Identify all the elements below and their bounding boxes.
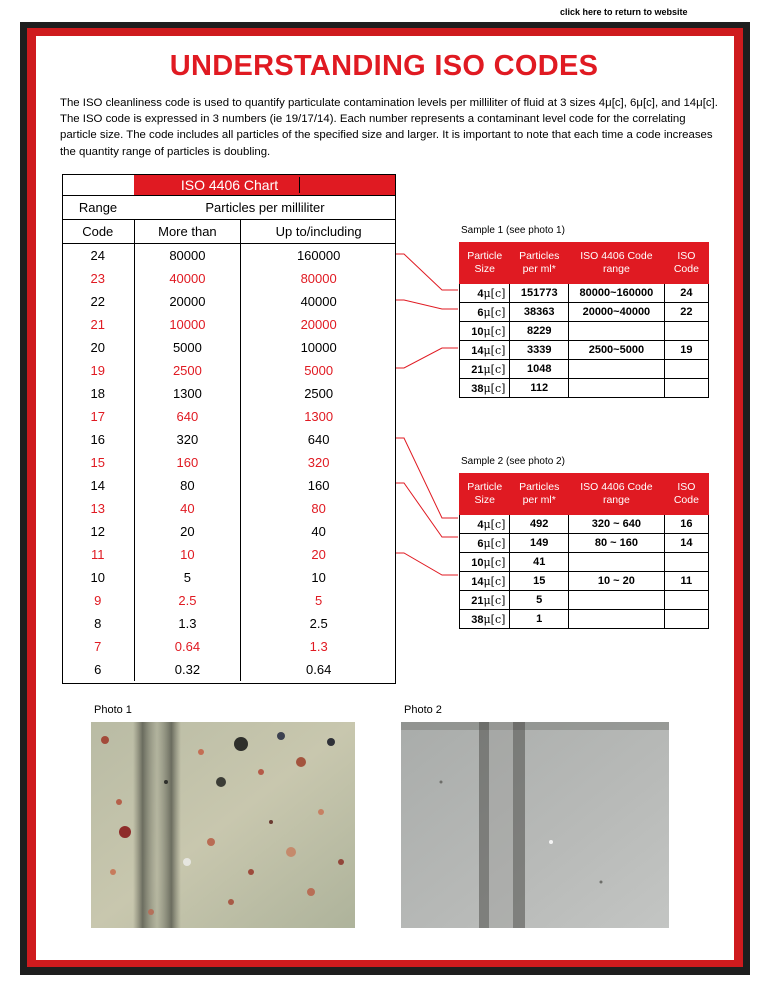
sample1-size-number: 14 xyxy=(471,344,484,357)
chart-cell-code: 6 xyxy=(94,662,102,677)
chart-cell-more: 80000 xyxy=(134,244,241,268)
sample2-size-number: 6 xyxy=(477,537,484,550)
chart-row xyxy=(62,290,396,313)
sample1-cell-count: 1048 xyxy=(510,360,569,379)
sample2-size-number: 4 xyxy=(477,518,484,531)
sample1-row xyxy=(460,360,709,379)
sample2-cell-count: 149 xyxy=(510,534,569,553)
sample1-row xyxy=(460,341,709,360)
sample1-cell-range: 2500~5000 xyxy=(569,341,665,360)
sample1-size-unit: μ[c] xyxy=(483,381,506,395)
sample2-row xyxy=(460,591,709,610)
sample2-cell-range: 320 ~ 640 xyxy=(569,515,665,534)
chart-cell-more: 0.32 xyxy=(134,658,241,681)
sample2-row xyxy=(460,515,709,534)
sample1-row xyxy=(460,322,709,341)
sample1-cell-size xyxy=(460,284,510,303)
sample1-size-number: 6 xyxy=(477,306,484,319)
chart-row xyxy=(62,267,396,290)
chart-cell-upto: 2.5 xyxy=(309,616,328,631)
chart-cell-upto: 0.64 xyxy=(306,662,332,677)
chart-row xyxy=(62,359,396,382)
sample1-cell-code xyxy=(664,379,708,398)
chart-cell-upto: 1300 xyxy=(304,409,334,424)
chart-cell-upto: 40000 xyxy=(300,294,337,309)
sample2-cell-count: 5 xyxy=(510,591,569,610)
sample1-cell-size xyxy=(460,322,510,341)
chart-header-particles: Particles per milliliter xyxy=(134,196,396,220)
chart-row xyxy=(62,244,396,268)
sample2-cell-range xyxy=(569,610,665,629)
sample2-cell-count: 492 xyxy=(510,515,569,534)
sample2-row xyxy=(460,553,709,572)
sample1-header-per-ml: Particles per ml* xyxy=(510,243,569,284)
chart-row xyxy=(62,635,396,658)
sample1-cell-count: 151773 xyxy=(510,284,569,303)
chart-cell-more: 1300 xyxy=(134,382,241,405)
sample2-cell-size xyxy=(460,553,510,572)
sample2-cell-code xyxy=(664,610,708,629)
chart-cell-code: 23 xyxy=(90,271,105,286)
sample2-body xyxy=(460,515,709,629)
sample1-cell-size xyxy=(460,379,510,398)
sample1-cell-count: 3339 xyxy=(510,341,569,360)
sample2-size-unit: μ[c] xyxy=(483,536,506,550)
sample2-size-number: 38 xyxy=(471,613,484,626)
chart-cell-more: 0.64 xyxy=(134,635,241,658)
chart-cell-code: 16 xyxy=(90,432,105,447)
photo1-label: Photo 1 xyxy=(94,704,132,716)
sample2-cell-range: 10 ~ 20 xyxy=(569,572,665,591)
chart-cell-more: 40000 xyxy=(134,267,241,290)
chart-cell-upto: 640 xyxy=(307,432,330,447)
photo2-label: Photo 2 xyxy=(404,704,442,716)
chart-header-code: Code xyxy=(62,220,134,244)
chart-cell-upto: 5000 xyxy=(304,363,334,378)
chart-row xyxy=(62,658,396,681)
chart-cell-more: 2.5 xyxy=(134,589,241,612)
sample2-cell-code: 11 xyxy=(664,572,708,591)
chart-cell-upto: 5 xyxy=(315,593,323,608)
chart-header-up-to: Up to/including xyxy=(241,220,396,244)
chart-cell-code: 7 xyxy=(94,639,102,654)
sample1-cell-range xyxy=(569,360,665,379)
sample1-cell-count: 112 xyxy=(510,379,569,398)
sample2-cell-code: 16 xyxy=(664,515,708,534)
sample1-header-size: Particle Size xyxy=(460,243,510,284)
sample2-size-unit: μ[c] xyxy=(483,517,506,531)
sample2-size-unit: μ[c] xyxy=(483,593,506,607)
sample1-size-unit: μ[c] xyxy=(483,362,506,376)
chart-cell-code: 11 xyxy=(91,547,105,562)
chart-cell-upto: 20000 xyxy=(300,317,337,332)
sample2-header-per-ml: Particles per ml* xyxy=(510,474,569,515)
chart-cell-more: 1.3 xyxy=(134,612,241,635)
chart-header-more-than: More than xyxy=(134,220,241,244)
sample2-cell-code xyxy=(664,553,708,572)
chart-cell-upto: 10000 xyxy=(300,340,337,355)
sample2-cell-count: 15 xyxy=(510,572,569,591)
chart-cell-upto: 10 xyxy=(311,570,326,585)
sample1-cell-size xyxy=(460,360,510,379)
chart-cell-code: 14 xyxy=(90,478,105,493)
sample1-row xyxy=(460,303,709,322)
chart-cell-more: 80 xyxy=(134,474,241,497)
chart-row xyxy=(62,520,396,543)
sample2-cell-size xyxy=(460,591,510,610)
chart-cell-code: 10 xyxy=(90,570,105,585)
sample2-cell-size xyxy=(460,610,510,629)
intro-paragraph: The ISO cleanliness code is used to quantify particulate contamination levels per milliliter of fluid at 3 sizes 4μ[c], 6μ[c], and 14μ[c]. The ISO code is expressed in 3 numbers (ie 19/17/14). Each number represents a contaminant level code for the correlating particle size. The code includes all particles of the specified size and larger. It is important to note that each time a code increases the quantity range of particles is doubling. xyxy=(60,97,718,158)
chart-cell-more: 2500 xyxy=(134,359,241,382)
sample2-cell-size xyxy=(460,572,510,591)
sample1-size-number: 10 xyxy=(471,325,484,338)
chart-row xyxy=(62,428,396,451)
sample2-size-number: 21 xyxy=(471,594,484,607)
chart-title-text: ISO 4406 Chart xyxy=(161,177,300,193)
chart-cell-more: 10000 xyxy=(134,313,241,336)
chart-row xyxy=(62,497,396,520)
sample2-header-size: Particle Size xyxy=(460,474,510,515)
chart-cell-upto: 2500 xyxy=(304,386,334,401)
sample1-cell-range: 20000~40000 xyxy=(569,303,665,322)
chart-row xyxy=(62,451,396,474)
sample2-cell-range xyxy=(569,591,665,610)
photo2-image xyxy=(401,722,669,928)
sample2-size-unit: μ[c] xyxy=(483,574,506,588)
chart-row xyxy=(62,612,396,635)
sample1-size-number: 21 xyxy=(471,363,484,376)
sample1-cell-range: 80000~160000 xyxy=(569,284,665,303)
chart-header-range: Range xyxy=(62,196,134,220)
chart-cell-code: 18 xyxy=(90,386,105,401)
sample1-size-number: 38 xyxy=(471,382,484,395)
chart-cell-code: 15 xyxy=(90,455,105,470)
chart-cell-upto: 160000 xyxy=(296,248,341,263)
chart-cell-more: 5 xyxy=(134,566,241,589)
sample2-row xyxy=(460,572,709,591)
sample1-size-number: 4 xyxy=(477,287,484,300)
sample2-size-number: 14 xyxy=(471,575,484,588)
chart-cell-more: 20 xyxy=(134,520,241,543)
sample2-cell-count: 41 xyxy=(510,553,569,572)
chart-row xyxy=(62,566,396,589)
sample2-cell-count: 1 xyxy=(510,610,569,629)
sample2-cell-range: 80 ~ 160 xyxy=(569,534,665,553)
chart-cell-code: 17 xyxy=(90,409,105,424)
sample1-title: Sample 1 (see photo 1) xyxy=(461,225,565,236)
chart-cell-code: 12 xyxy=(90,524,105,539)
chart-cell-upto: 40 xyxy=(311,524,326,539)
sample2-header-range: ISO 4406 Code range xyxy=(569,474,665,515)
chart-title xyxy=(134,174,396,196)
sample1-cell-size xyxy=(460,303,510,322)
chart-cell-more: 20000 xyxy=(134,290,241,313)
sample1-body xyxy=(460,284,709,398)
sample2-size-unit: μ[c] xyxy=(483,612,506,626)
sample1-cell-count: 8229 xyxy=(510,322,569,341)
chart-row xyxy=(62,474,396,497)
chart-row xyxy=(62,336,396,359)
sample1-cell-code: 19 xyxy=(664,341,708,360)
chart-cell-upto: 320 xyxy=(307,455,330,470)
chart-cell-more: 5000 xyxy=(134,336,241,359)
photo1-image xyxy=(91,722,355,928)
sample2-cell-range xyxy=(569,553,665,572)
chart-cell-more: 40 xyxy=(134,497,241,520)
sample1-cell-range xyxy=(569,322,665,341)
sample1-cell-code xyxy=(664,360,708,379)
sample1-size-unit: μ[c] xyxy=(483,305,506,319)
chart-cell-upto: 1.3 xyxy=(309,639,328,654)
chart-row xyxy=(62,382,396,405)
sample2-row xyxy=(460,534,709,553)
page-title: UNDERSTANDING ISO CODES xyxy=(169,50,599,82)
sample1-size-unit: μ[c] xyxy=(483,324,506,338)
sample2-size-unit: μ[c] xyxy=(483,555,506,569)
sample2-size-number: 10 xyxy=(471,556,484,569)
chart-cell-more: 320 xyxy=(134,428,241,451)
sample1-header-code: ISO Code xyxy=(664,243,708,284)
chart-cell-more: 160 xyxy=(134,451,241,474)
chart-row xyxy=(62,313,396,336)
chart-row xyxy=(62,589,396,612)
sample1-cell-code: 22 xyxy=(664,303,708,322)
chart-cell-code: 20 xyxy=(90,340,105,355)
chart-cell-more: 640 xyxy=(134,405,241,428)
sample1-cell-count: 38363 xyxy=(510,303,569,322)
chart-cell-code: 9 xyxy=(94,593,102,608)
sample2-title: Sample 2 (see photo 2) xyxy=(461,456,565,467)
chart-cell-upto: 20 xyxy=(311,547,326,562)
sample2-cell-size xyxy=(460,534,510,553)
sample1-cell-range xyxy=(569,379,665,398)
chart-cell-code: 24 xyxy=(90,248,105,263)
chart-cell-more: 10 xyxy=(134,543,241,566)
chart-body xyxy=(62,244,396,682)
chart-cell-code: 8 xyxy=(94,616,102,631)
sample1-table xyxy=(459,242,709,398)
chart-cell-code: 13 xyxy=(90,501,105,516)
sample1-cell-code xyxy=(664,322,708,341)
sample1-cell-size xyxy=(460,341,510,360)
sample2-cell-size xyxy=(460,515,510,534)
iso-4406-chart xyxy=(62,174,396,681)
sample1-row xyxy=(460,379,709,398)
chart-cell-code: 21 xyxy=(90,317,105,332)
chart-cell-code: 22 xyxy=(90,294,105,309)
sample1-size-unit: μ[c] xyxy=(483,286,506,300)
sample2-header-code: ISO Code xyxy=(664,474,708,515)
sample2-row xyxy=(460,610,709,629)
return-to-website-link[interactable]: click here to return to website xyxy=(560,7,688,17)
chart-cell-upto: 160 xyxy=(307,478,330,493)
sample1-row xyxy=(460,284,709,303)
sample1-cell-code: 24 xyxy=(664,284,708,303)
sample2-table xyxy=(459,473,709,629)
sample1-header-range: ISO 4406 Code range xyxy=(569,243,665,284)
sample1-size-unit: μ[c] xyxy=(483,343,506,357)
chart-cell-code: 19 xyxy=(90,363,105,378)
chart-row xyxy=(62,405,396,428)
chart-cell-upto: 80 xyxy=(311,501,326,516)
chart-cell-upto: 80000 xyxy=(300,271,337,286)
sample2-cell-code: 14 xyxy=(664,534,708,553)
chart-row xyxy=(62,543,396,566)
sample2-cell-code xyxy=(664,591,708,610)
